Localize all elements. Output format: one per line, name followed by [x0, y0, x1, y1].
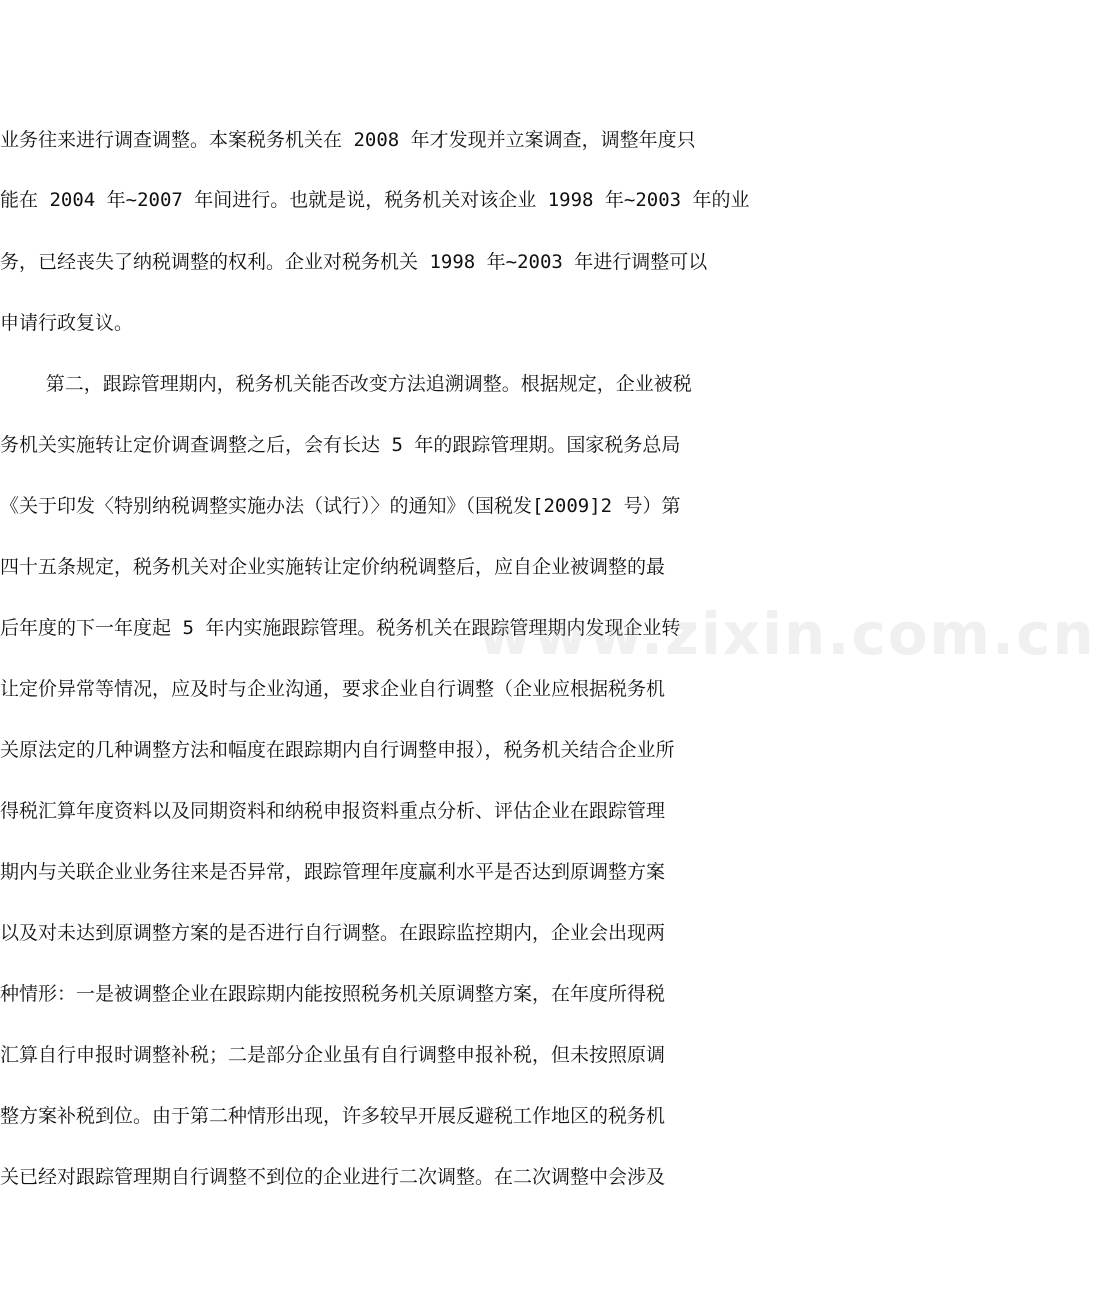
paragraph-first-line: 第二，跟踪管理期内，税务机关能否改变方法追溯调整。根据规定，企业被税 [0, 373, 692, 395]
text-line: 以及对未达到原调整方案的是否进行自行调整。在跟踪监控期内，企业会出现两 [0, 922, 666, 944]
text-line: 《关于印发〈特别纳税调整实施办法（试行）〉的通知》（国税发[2009]2 号）第 [0, 495, 681, 517]
text-line: 汇算自行申报时调整补税；二是部分企业虽有自行调整申报补税，但未按照原调 [0, 1044, 666, 1066]
text-line: 关原法定的几种调整方法和幅度在跟踪期内自行调整申报），税务机关结合企业所 [0, 739, 675, 761]
text-line: 得税汇算年度资料以及同期资料和纳税申报资料重点分析、评估企业在跟踪管理 [0, 800, 666, 822]
text-line: 关已经对跟踪管理期自行调整不到位的企业进行二次调整。在二次调整中会涉及 [0, 1166, 666, 1188]
text-line: 申请行政复议。 [0, 312, 134, 334]
text-line: 务，已经丧失了纳税调整的权利。企业对税务机关 1998 年~2003 年进行调整可以 [0, 251, 708, 273]
text-line: 业务往来进行调查调整。本案税务机关在 2008 年才发现并立案调查，调整年度只 [0, 129, 696, 151]
text-line: 务机关实施转让定价调查调整之后，会有长达 5 年的跟踪管理期。国家税务总局 [0, 434, 681, 456]
watermark: www.zixin.com.cn [478, 600, 1096, 668]
text-line: 种情形：一是被调整企业在跟踪期内能按照税务机关原调整方案，在年度所得税 [0, 983, 666, 1005]
text-line: 四十五条规定，税务机关对企业实施转让定价纳税调整后，应自企业被调整的最 [0, 556, 666, 578]
text-line: 整方案补税到位。由于第二种情形出现，许多较早开展反避税工作地区的税务机 [0, 1105, 666, 1127]
text-line: 期内与关联企业业务往来是否异常，跟踪管理年度赢利水平是否达到原调整方案 [0, 861, 666, 883]
text-line: 后年度的下一年度起 5 年内实施跟踪管理。税务机关在跟踪管理期内发现企业转 [0, 617, 681, 639]
text-line: 能在 2004 年~2007 年间进行。也就是说，税务机关对该企业 1998 年~2003 年的业 [0, 189, 750, 211]
text-line: 让定价异常等情况，应及时与企业沟通，要求企业自行调整（企业应根据税务机 [0, 678, 666, 700]
